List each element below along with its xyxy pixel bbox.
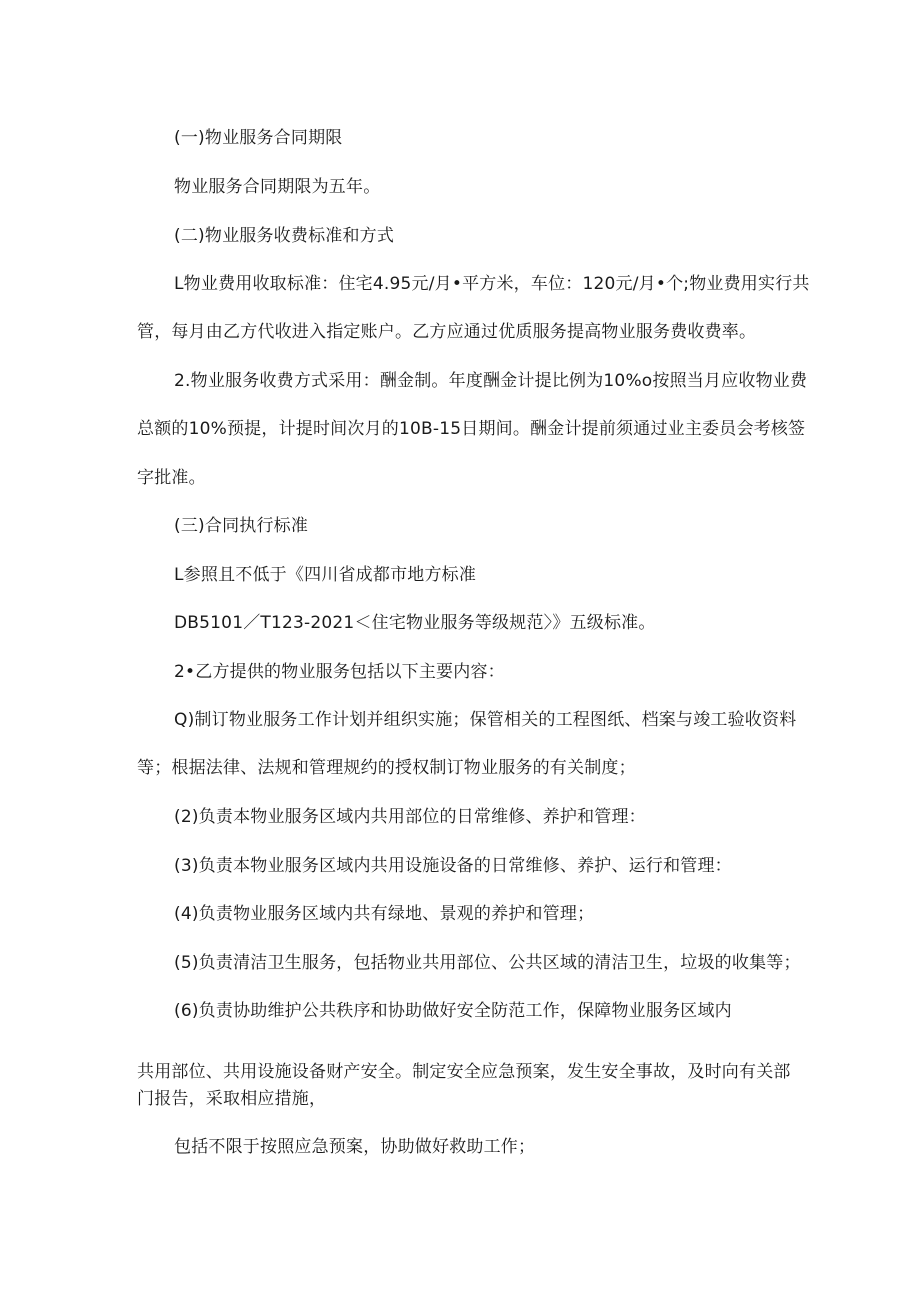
list-item-continuation: 包括不限于按照应急预案，协助做好救助工作； <box>174 1137 536 1157</box>
paragraph-text: 管，每月由乙方代收进入指定账户。乙方应通过优质服务提高物业服务费收费率。 <box>137 322 757 342</box>
paragraph-text: DB5101／T123-2021＜住宅物业服务等级规范〉》五级标准。 <box>174 613 656 633</box>
paragraph-text: L物业费用收取标准：住宅4.95元/月•平方米，车位：120元/月•个;物业费用实行共 <box>174 274 810 294</box>
section-heading-2: (二)物业服务收费标准和方式 <box>174 226 395 246</box>
paragraph-text: 总额的10%预提，计提时间次月的10B-15日期间。酬金计提前须通过业主委员会考核签 <box>137 419 806 439</box>
list-item-continuation: 共用部位、共用设施设备财产安全。制定安全应急预案，发生安全事故，及时向有关部 <box>137 1062 791 1082</box>
section-heading-1: (一)物业服务合同期限 <box>174 128 343 148</box>
list-item: (3)负责本物业服务区域内共用设施设备的日常维修、养护、运行和管理： <box>174 856 732 876</box>
paragraph-text: 物业服务合同期限为五年。 <box>174 177 381 197</box>
paragraph-text: L参照且不低于《四川省成都市地方标准 <box>174 565 477 585</box>
list-item-continuation: 门报告，采取相应措施， <box>137 1089 327 1109</box>
paragraph-text: 2•乙方提供的物业服务包括以下主要内容： <box>174 662 505 682</box>
paragraph-text: 字批准。 <box>137 468 206 488</box>
list-item: Q)制订物业服务工作计划并组织实施；保管相关的工程图纸、档案与竣工验收资料 <box>174 710 797 730</box>
list-item: (6)负责协助维护公共秩序和协助做好安全防范工作，保障物业服务区域内 <box>174 1001 732 1021</box>
list-item: (5)负责清洁卫生服务，包括物业共用部位、公共区域的清洁卫生，垃圾的收集等； <box>174 953 801 973</box>
list-item: (4)负责物业服务区域内共有绿地、景观的养护和管理； <box>174 904 595 924</box>
paragraph-text: 2.物业服务收费方式采用：酬金制。年度酬金计提比例为10%o按照当月应收物业费 <box>174 371 808 391</box>
section-heading-3: (三)合同执行标准 <box>174 516 309 536</box>
list-item: (2)负责本物业服务区域内共用部位的日常维修、养护和管理： <box>174 807 646 827</box>
list-item-continuation: 等；根据法律、法规和管理规约的授权制订物业服务的有关制度； <box>137 758 636 778</box>
